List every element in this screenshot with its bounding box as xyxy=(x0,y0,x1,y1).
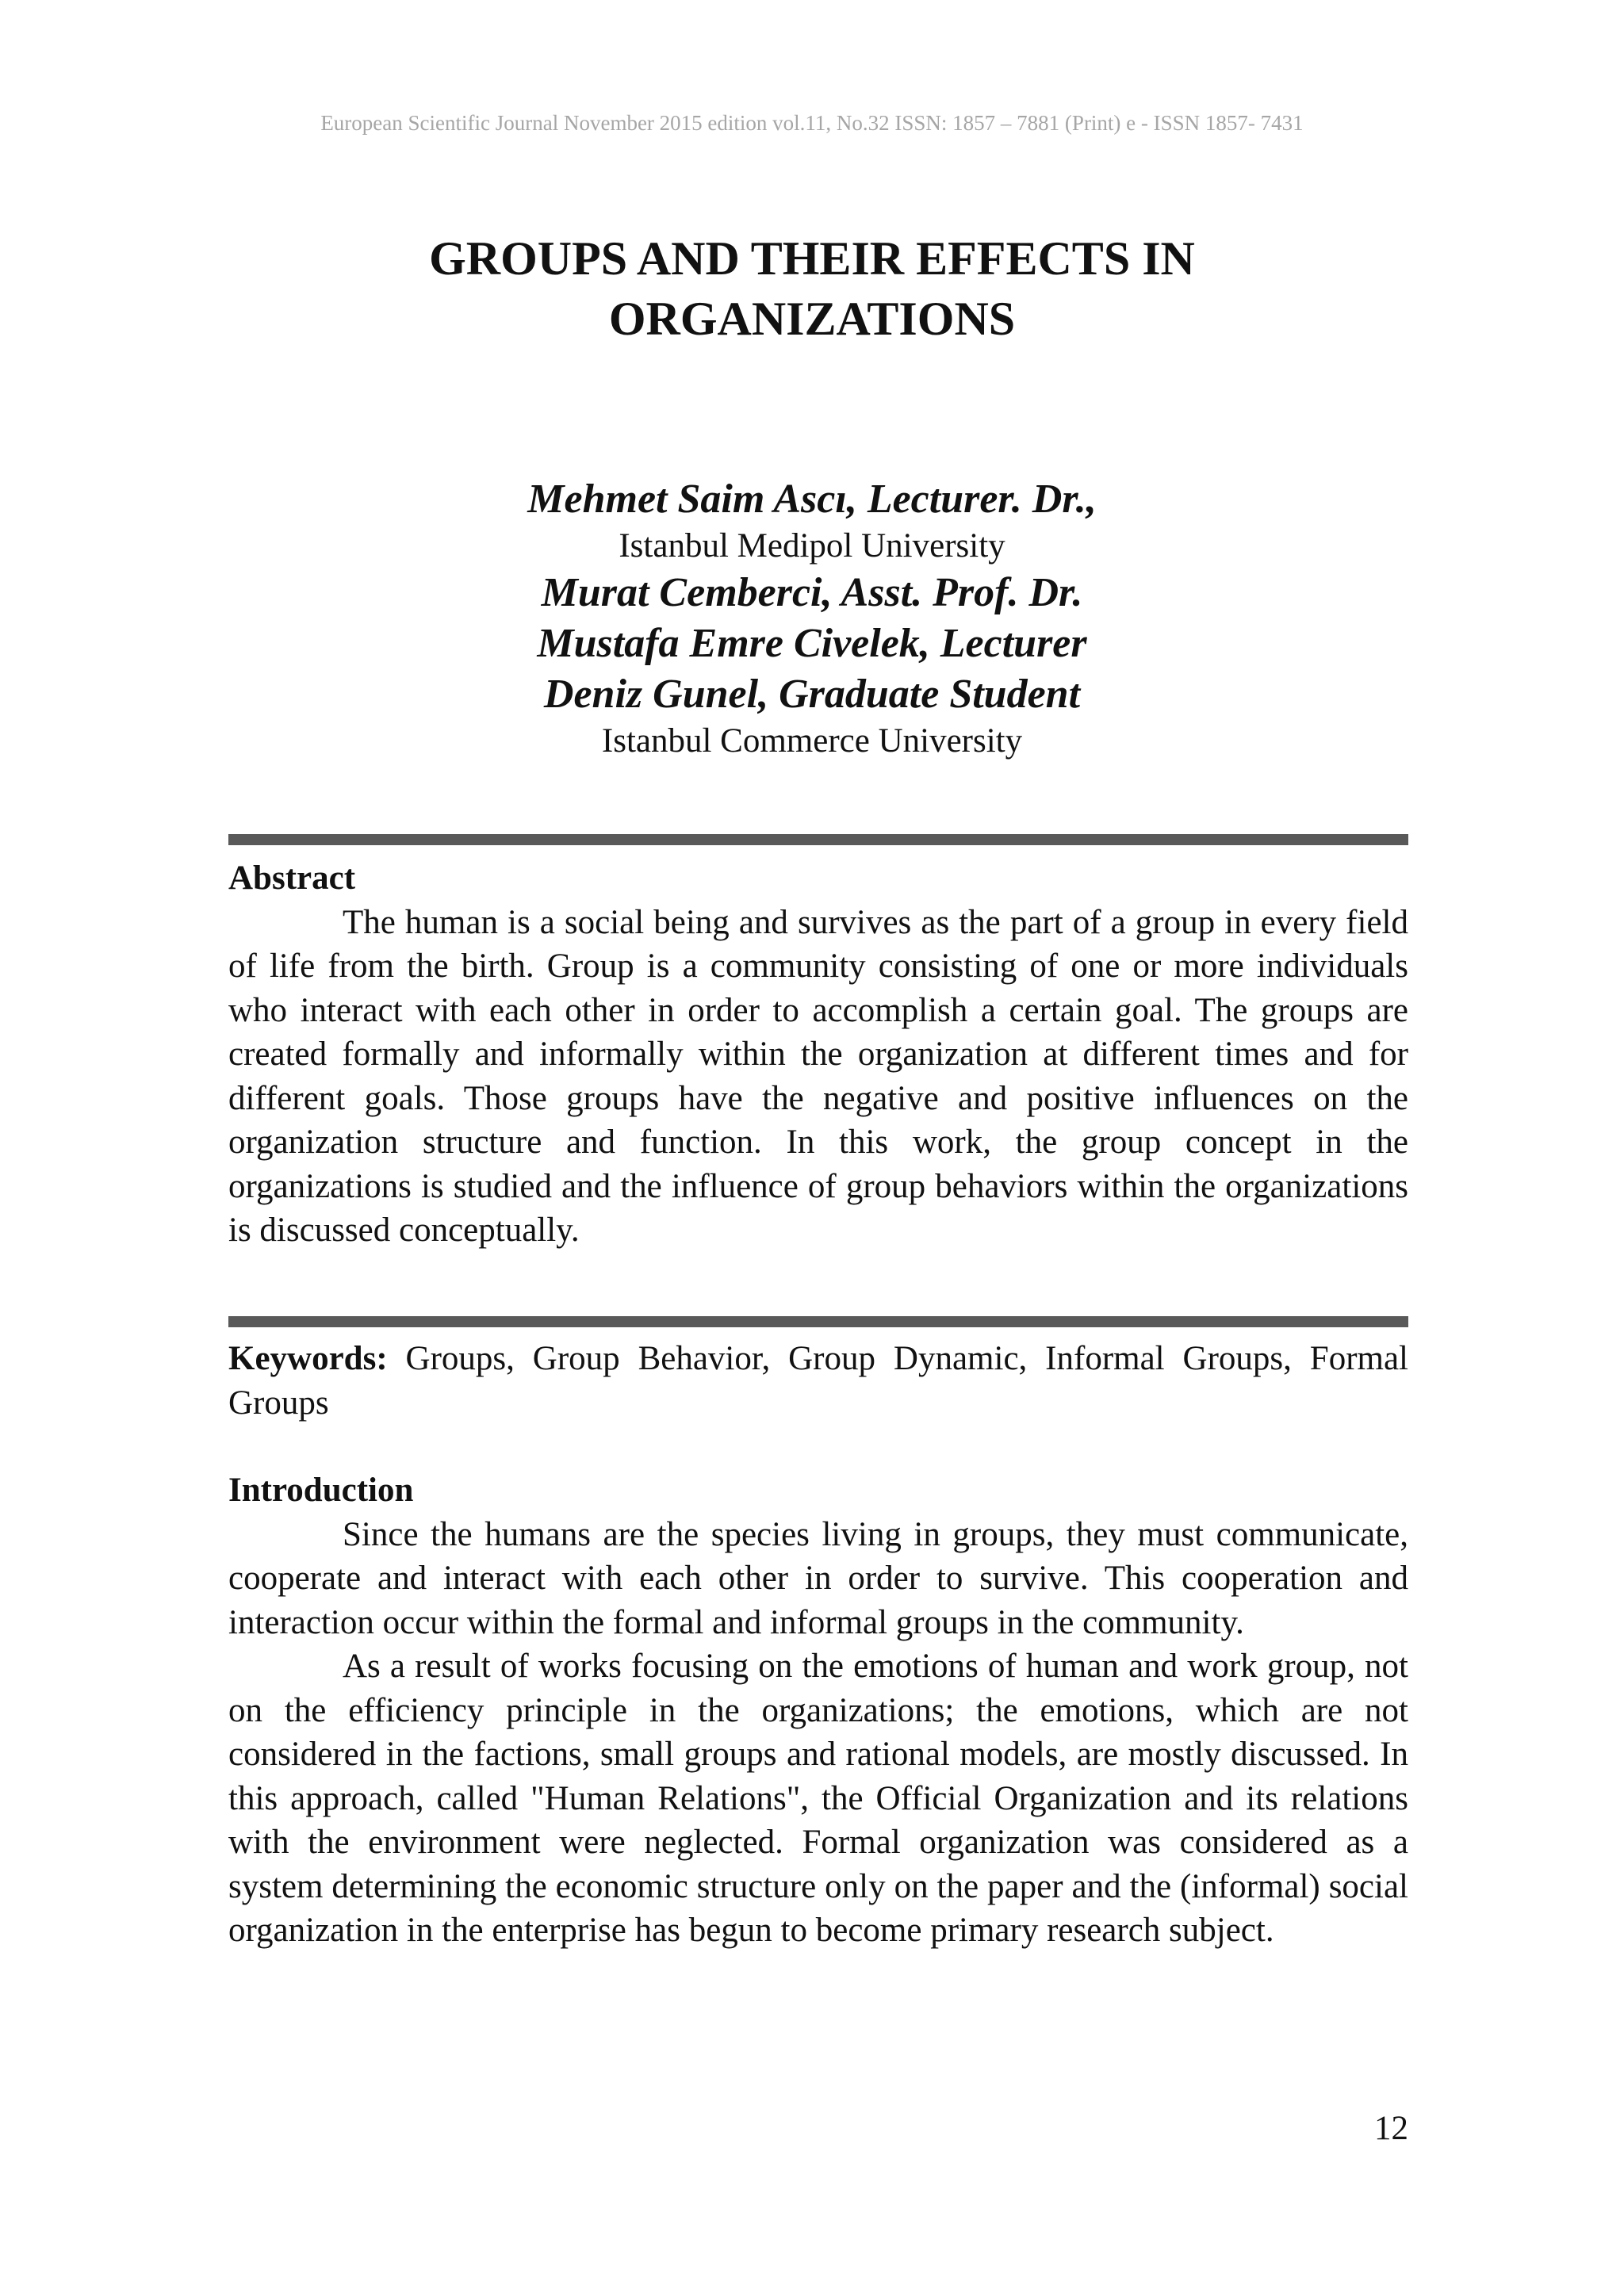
author-3: Mustafa Emre Civelek, Lecturer xyxy=(537,621,1087,666)
author-2: Murat Cemberci, Asst. Prof. Dr. xyxy=(541,570,1083,615)
paper-title xyxy=(238,228,1386,349)
introduction-paragraph-2: As a result of works focusing on the emotions of human and work group, not on the efficiency principle in the organizations; the emotions, which are not considered in the factions, small groups and rational models, are mostly discussed. In this approach, called "Human Relations", the Official Organization and its relations with the environment were neglected. Formal organization was considered as a system determining the economic structure only on the paper and the (informal) social organization in the enterprise has begun to become primary research subject. xyxy=(228,1648,1408,1949)
abstract-bottom-rule xyxy=(228,1316,1408,1327)
introduction-section xyxy=(228,1468,1408,1953)
keywords-text: Groups, Group Behavior, Group Dynamic, Informal Groups, Formal Groups xyxy=(228,1340,1408,1422)
keywords-label: Keywords: xyxy=(228,1340,388,1377)
abstract-heading: Abstract xyxy=(228,859,356,897)
abstract-section xyxy=(228,856,1408,1253)
affiliation-1: Istanbul Medipol University xyxy=(619,527,1005,565)
introduction-heading: Introduction xyxy=(228,1472,414,1509)
author-4: Deniz Gunel, Graduate Student xyxy=(543,672,1081,717)
introduction-paragraph-1: Since the humans are the species living in groups, they must communicate, cooperate and interact with each other in order to survive. This cooperation and interaction occur within the formal and informal groups in the community. xyxy=(228,1515,1408,1641)
abstract-text: The human is a social being and survives as the part of a group in every field of life from the birth. Group is a community consisting of one or more individuals who interact with each other in order to accomplish a certain goal. The groups are created formally and informally within the organization at different times and for different goals. Those groups have the negative and positive influences on the organization structure and function. In this work, the group concept in the organizations is studied and the influence of group behaviors within the organizations is discussed conceptually. xyxy=(228,903,1408,1249)
page-number: 12 xyxy=(1374,2110,1408,2147)
title-line-2: ORGANIZATIONS xyxy=(608,293,1016,345)
abstract-top-rule xyxy=(228,834,1408,845)
author-1: Mehmet Saim Ascı, Lecturer. Dr., xyxy=(527,477,1097,522)
affiliation-2: Istanbul Commerce University xyxy=(601,722,1023,760)
keywords-block xyxy=(228,1337,1408,1425)
author-block xyxy=(238,474,1386,763)
running-header: European Scientific Journal November 2015 edition vol.11, No.32 ISSN: 1857 – 7881 (Print) e - ISSN 1857- 7431 xyxy=(320,111,1304,135)
title-line-1: GROUPS AND THEIR EFFECTS IN xyxy=(429,232,1195,285)
